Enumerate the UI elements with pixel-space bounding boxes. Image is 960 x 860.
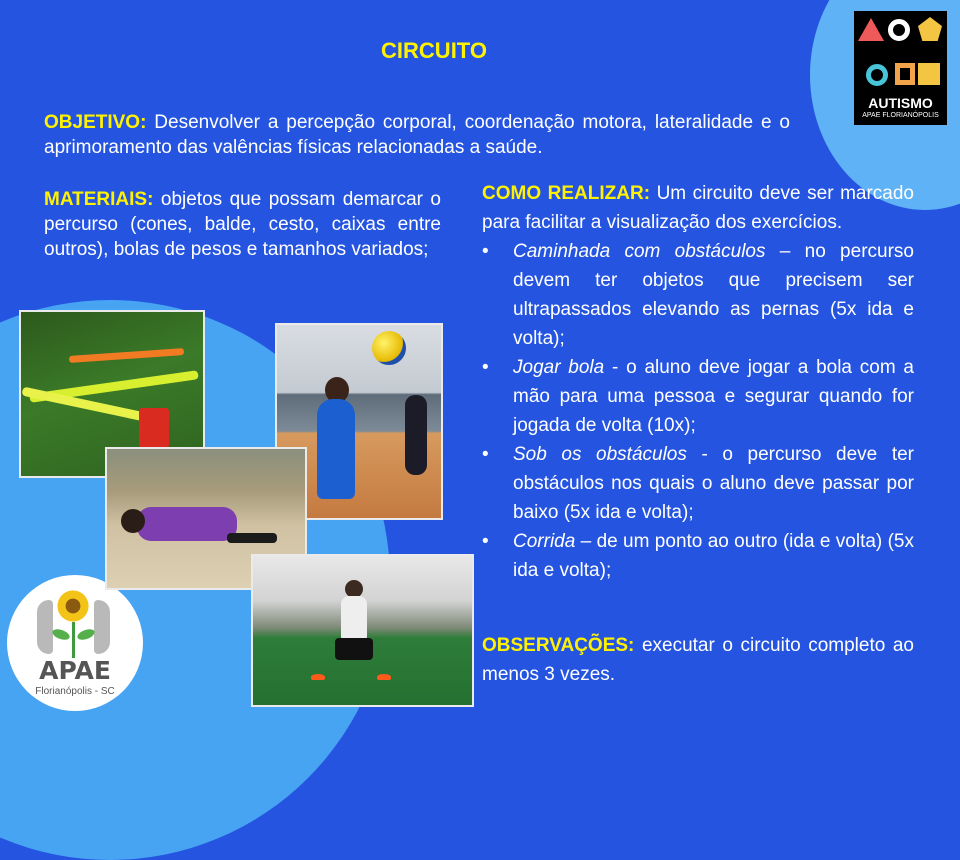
list-item — [482, 237, 914, 353]
exercise-description: - o percurso deve ter obstáculos nos quais o aluno deve passar por baixo (5x ida e volta); — [513, 444, 915, 523]
materiais-paragraph — [44, 187, 441, 262]
como-realizar-text: Um circuito deve ser marcado para facilitar a visualização dos exercícios. — [482, 183, 914, 233]
hand-icon — [37, 600, 53, 654]
exercise-name: Caminhada com obstáculos — [513, 241, 766, 262]
bullet-icon: • — [482, 531, 489, 552]
person-legs — [335, 638, 373, 660]
circle-icon — [888, 19, 910, 41]
como-realizar-section — [482, 179, 914, 585]
materiais-label: MATERIAIS: — [44, 189, 154, 210]
cone-icon — [377, 674, 391, 680]
observacoes-label: OBSERVAÇÕES: — [482, 635, 635, 656]
bullet-icon: • — [482, 241, 489, 262]
objetivo-label: OBJETIVO: — [44, 112, 147, 133]
como-realizar-intro — [482, 179, 914, 237]
ball-icon — [372, 331, 406, 365]
photo-running — [251, 554, 474, 707]
objetivo-paragraph — [44, 110, 790, 160]
exercise-description: – no percurso devem ter objetos que precisem ser ultrapassados elevando as pernas (5x ida e volta); — [513, 241, 914, 349]
exercise-name: Corrida — [513, 531, 576, 552]
person-head — [121, 509, 145, 533]
person-body — [341, 596, 367, 644]
person-legs — [227, 533, 277, 543]
materiais-text: objetos que possam demarcar o percurso (cones, balde, cesto, caixas entre outros), bolas de pesos e tamanhos variados; — [44, 189, 441, 260]
person-body — [137, 507, 237, 541]
list-item — [482, 440, 914, 527]
list-item — [482, 527, 914, 585]
hand-icon — [94, 600, 110, 654]
observacoes-text: executar o circuito completo ao menos 3 vezes. — [482, 635, 914, 685]
obstacle-bar — [69, 348, 184, 363]
cone-icon — [311, 674, 325, 680]
circle-icon — [866, 64, 888, 86]
bullet-icon: • — [482, 444, 489, 465]
bullet-icon: • — [482, 357, 489, 378]
apae-logo-name: APAE — [39, 656, 111, 685]
exercise-description: - o aluno deve jogar a bola com a mão para uma pessoa e segurar quando for jogada de volta (10x); — [513, 357, 914, 436]
triangle-icon — [858, 18, 884, 41]
flower-icon — [55, 588, 91, 624]
exercise-name: Jogar bola — [513, 357, 605, 378]
autismo-logo — [854, 11, 947, 125]
apae-logo-city: Florianópolis - SC — [35, 686, 115, 697]
observacoes-paragraph — [482, 631, 914, 689]
square-icon — [895, 63, 915, 85]
list-item — [482, 353, 914, 440]
pentagon-icon — [918, 17, 942, 41]
objetivo-text: Desenvolver a percepção corporal, coordenação motora, lateralidade e o aprimoramento das valências físicas relacionadas a saúde. — [44, 112, 790, 158]
square-icon — [918, 63, 940, 85]
person-body — [405, 395, 427, 475]
exercise-name: Sob os obstáculos — [513, 444, 687, 465]
bucket — [139, 408, 169, 448]
como-realizar-label: COMO REALIZAR: — [482, 183, 651, 204]
autismo-logo-text: AUTISMO — [868, 95, 933, 111]
person-body — [317, 399, 355, 499]
flower-stem-icon — [72, 622, 75, 658]
exercise-list — [482, 237, 914, 585]
autismo-logo-subtitle: APAE FLORIANÓPOLIS — [862, 112, 939, 119]
exercise-description: – de um ponto ao outro (ida e volta) (5x ida e volta); — [513, 531, 914, 581]
page-title: CIRCUITO — [381, 38, 487, 63]
